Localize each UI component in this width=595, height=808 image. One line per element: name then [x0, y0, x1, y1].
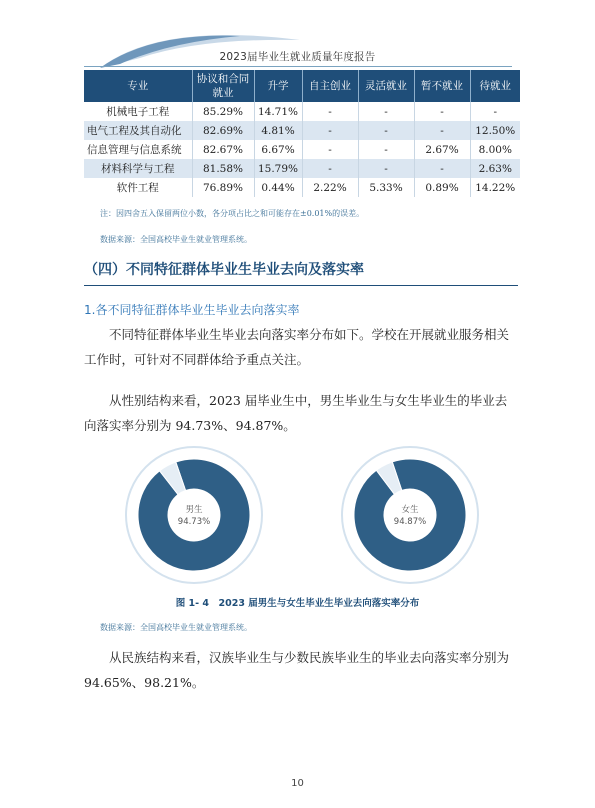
table-header-cell: 升学 [254, 70, 302, 102]
donut-center-label: 男生 [185, 505, 203, 515]
table-cell: - [358, 121, 414, 140]
body-paragraph: 从民族结构来看，汉族毕业生与少数民族毕业生的毕业去向落实率分别为 94.65%、98.21%。 [84, 650, 510, 690]
donut-hole [385, 490, 435, 540]
table-cell: 82.67% [192, 140, 254, 159]
female-donut-chart [342, 447, 478, 583]
page-number: 10 [291, 778, 304, 789]
table-cell: 5.33% [358, 178, 414, 197]
table-cell: - [302, 140, 358, 159]
table-cell: 材料科学与工程 [84, 159, 192, 178]
table-cell: 机械电子工程 [84, 102, 192, 121]
table-header-cell: 灵活就业 [358, 70, 414, 102]
table-cell: 14.71% [254, 102, 302, 121]
table-cell: 2.63% [470, 159, 520, 178]
table-header-cell: 专业 [84, 70, 192, 102]
table-cell: 0.44% [254, 178, 302, 197]
table-cell: 2.67% [414, 140, 470, 159]
table-cell: 信息管理与信息系统 [84, 140, 192, 159]
table-cell: - [414, 102, 470, 121]
table-cell: - [358, 140, 414, 159]
table-header-cell: 自主创业 [302, 70, 358, 102]
body-paragraph: 从性别结构来看，2023 届毕业生中，男生毕业生与女生毕业生的毕业去向落实率分别为 94.73%、94.87%。 [84, 393, 508, 433]
table-cell: 4.81% [254, 121, 302, 140]
section-heading: （四）不同特征群体毕业生毕业去向及落实率 [84, 262, 364, 278]
table-header-cell: 暂不就业 [414, 70, 470, 102]
table-cell: 软件工程 [84, 178, 192, 197]
table-cell: 82.69% [192, 121, 254, 140]
table-cell: 15.79% [254, 159, 302, 178]
figure-caption: 图 1- 4 2023 届男生与女生毕业生毕业去向落实率分布 [175, 598, 420, 609]
rounding-note: 注：因四舍五入保留两位小数，各分项占比之和可能存在±0.01%的误差。 [100, 209, 365, 218]
table-row [84, 121, 520, 140]
table-cell: - [302, 102, 358, 121]
table-cell: - [470, 102, 520, 121]
table-cell: 85.29% [192, 102, 254, 121]
header-rule [84, 66, 512, 67]
donut-center-label: 女生 [401, 505, 419, 515]
donut-hole [169, 490, 219, 540]
body-paragraph: 不同特征群体毕业生毕业去向落实率分布如下。学校在开展就业服务相关工作时，可针对不同群体给予重点关注。 [84, 327, 510, 367]
header-title: 2023届毕业生就业质量年度报告 [219, 51, 376, 63]
donut-center-value: 94.87% [393, 517, 427, 527]
gender-donut-charts [84, 440, 518, 590]
table-cell: 2.22% [302, 178, 358, 197]
table-header-row [84, 70, 520, 102]
table-cell: - [358, 159, 414, 178]
table-header-cell: 待就业 [470, 70, 520, 102]
table-cell: 12.50% [470, 121, 520, 140]
table-cell: 14.22% [470, 178, 520, 197]
table-row [84, 140, 520, 159]
male-donut-chart [126, 447, 262, 583]
table-cell: 0.89% [414, 178, 470, 197]
table-cell: 8.00% [470, 140, 520, 159]
table-cell: - [302, 121, 358, 140]
table-cell: - [302, 159, 358, 178]
table-cell: - [414, 159, 470, 178]
table-cell: - [358, 102, 414, 121]
table-cell: 76.89% [192, 178, 254, 197]
table-cell: - [414, 121, 470, 140]
table-header-cell: 协议和合同就业 [192, 70, 254, 102]
table-cell: 6.67% [254, 140, 302, 159]
data-source-note: 数据来源：全国高校毕业生就业管理系统。 [100, 623, 252, 632]
section-rule [84, 285, 518, 286]
table-row [84, 102, 520, 121]
table-cell: 81.58% [192, 159, 254, 178]
table-row [84, 178, 520, 197]
table-cell: 电气工程及其自动化 [84, 121, 192, 140]
table-row [84, 159, 520, 178]
major-destination-table [84, 70, 520, 197]
sub-heading: 1.各不同特征群体毕业生毕业去向落实率 [84, 303, 300, 317]
donut-center-value: 94.73% [177, 517, 211, 527]
data-source-note: 数据来源：全国高校毕业生就业管理系统。 [100, 235, 252, 244]
